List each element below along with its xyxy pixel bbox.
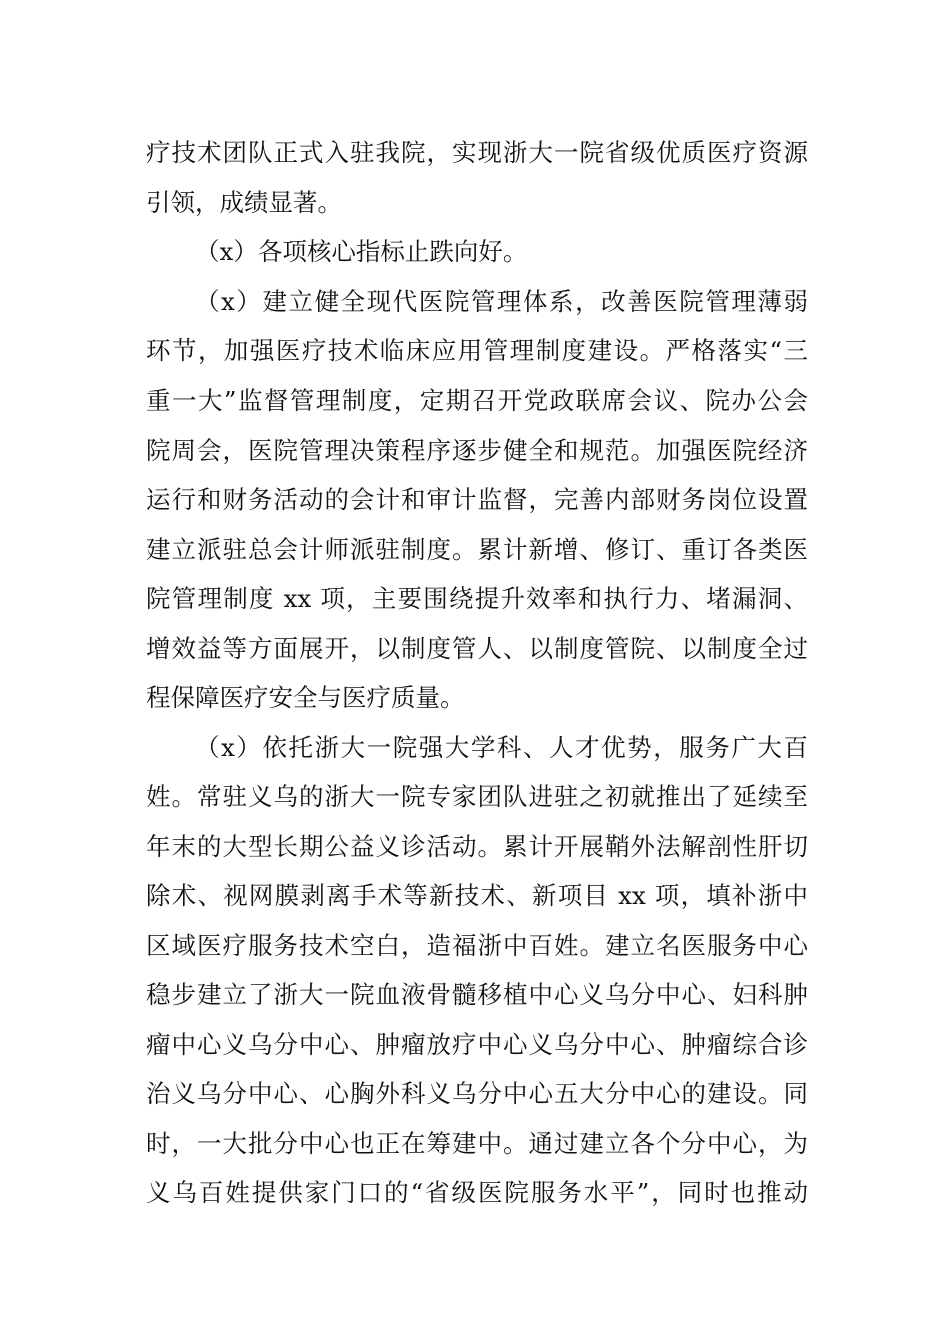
text-line-16: 除术、视网膜剥离手术等新技术、新项目 xx 项，填补浙中	[146, 881, 808, 910]
text-line-5: 环节，加强医疗技术临床应用管理制度建设。严格落实“三	[146, 336, 808, 365]
text-line-13: （x）依托浙大一院强大学科、人才优势，服务广大百	[195, 733, 808, 762]
text-line-6: 重一大”监督管理制度，定期召开党政联席会议、院办公会	[146, 386, 808, 415]
text-line-4: （x）建立健全现代医院管理体系，改善医院管理薄弱	[195, 287, 808, 316]
text-line-15: 年末的大型长期公益义诊活动。累计开展鞘外法解剖性肝切	[146, 832, 808, 861]
text-line-12: 程保障医疗安全与医疗质量。	[146, 683, 465, 712]
text-line-11: 增效益等方面展开，以制度管人、以制度管院、以制度全过	[146, 634, 808, 663]
text-line-22: 义乌百姓提供家门口的“省级医院服务水平”，同时也推动	[146, 1178, 808, 1207]
text-line-19: 瘤中心义乌分中心、肿瘤放疗中心义乌分中心、肿瘤综合诊	[146, 1030, 808, 1059]
text-line-1: 疗技术团队正式入驻我院，实现浙大一院省级优质医疗资源	[146, 138, 808, 167]
text-line-14: 姓。常驻义乌的浙大一院专家团队进驻之初就推出了延续至	[146, 782, 808, 811]
text-line-20: 治义乌分中心、心胸外科义乌分中心五大分中心的建设。同	[146, 1079, 808, 1108]
text-line-3: （x）各项核心指标止跌向好。	[195, 237, 528, 266]
text-line-21: 时，一大批分中心也正在筹建中。通过建立各个分中心，为	[146, 1129, 808, 1158]
text-line-10: 院管理制度 xx 项，主要围绕提升效率和执行力、堵漏洞、	[146, 584, 808, 613]
text-line-18: 稳步建立了浙大一院血液骨髓移植中心义乌分中心、妇科肿	[146, 980, 808, 1009]
text-line-2: 引领，成绩显著。	[146, 188, 342, 217]
text-line-7: 院周会，医院管理决策程序逐步健全和规范。加强医院经济	[146, 436, 808, 465]
text-line-8: 运行和财务活动的会计和审计监督，完善内部财务岗位设置	[146, 485, 808, 514]
text-line-9: 建立派驻总会计师派驻制度。累计新增、修订、重订各类医	[146, 535, 808, 564]
text-line-17: 区域医疗服务技术空白，造福浙中百姓。建立名医服务中心	[146, 931, 808, 960]
